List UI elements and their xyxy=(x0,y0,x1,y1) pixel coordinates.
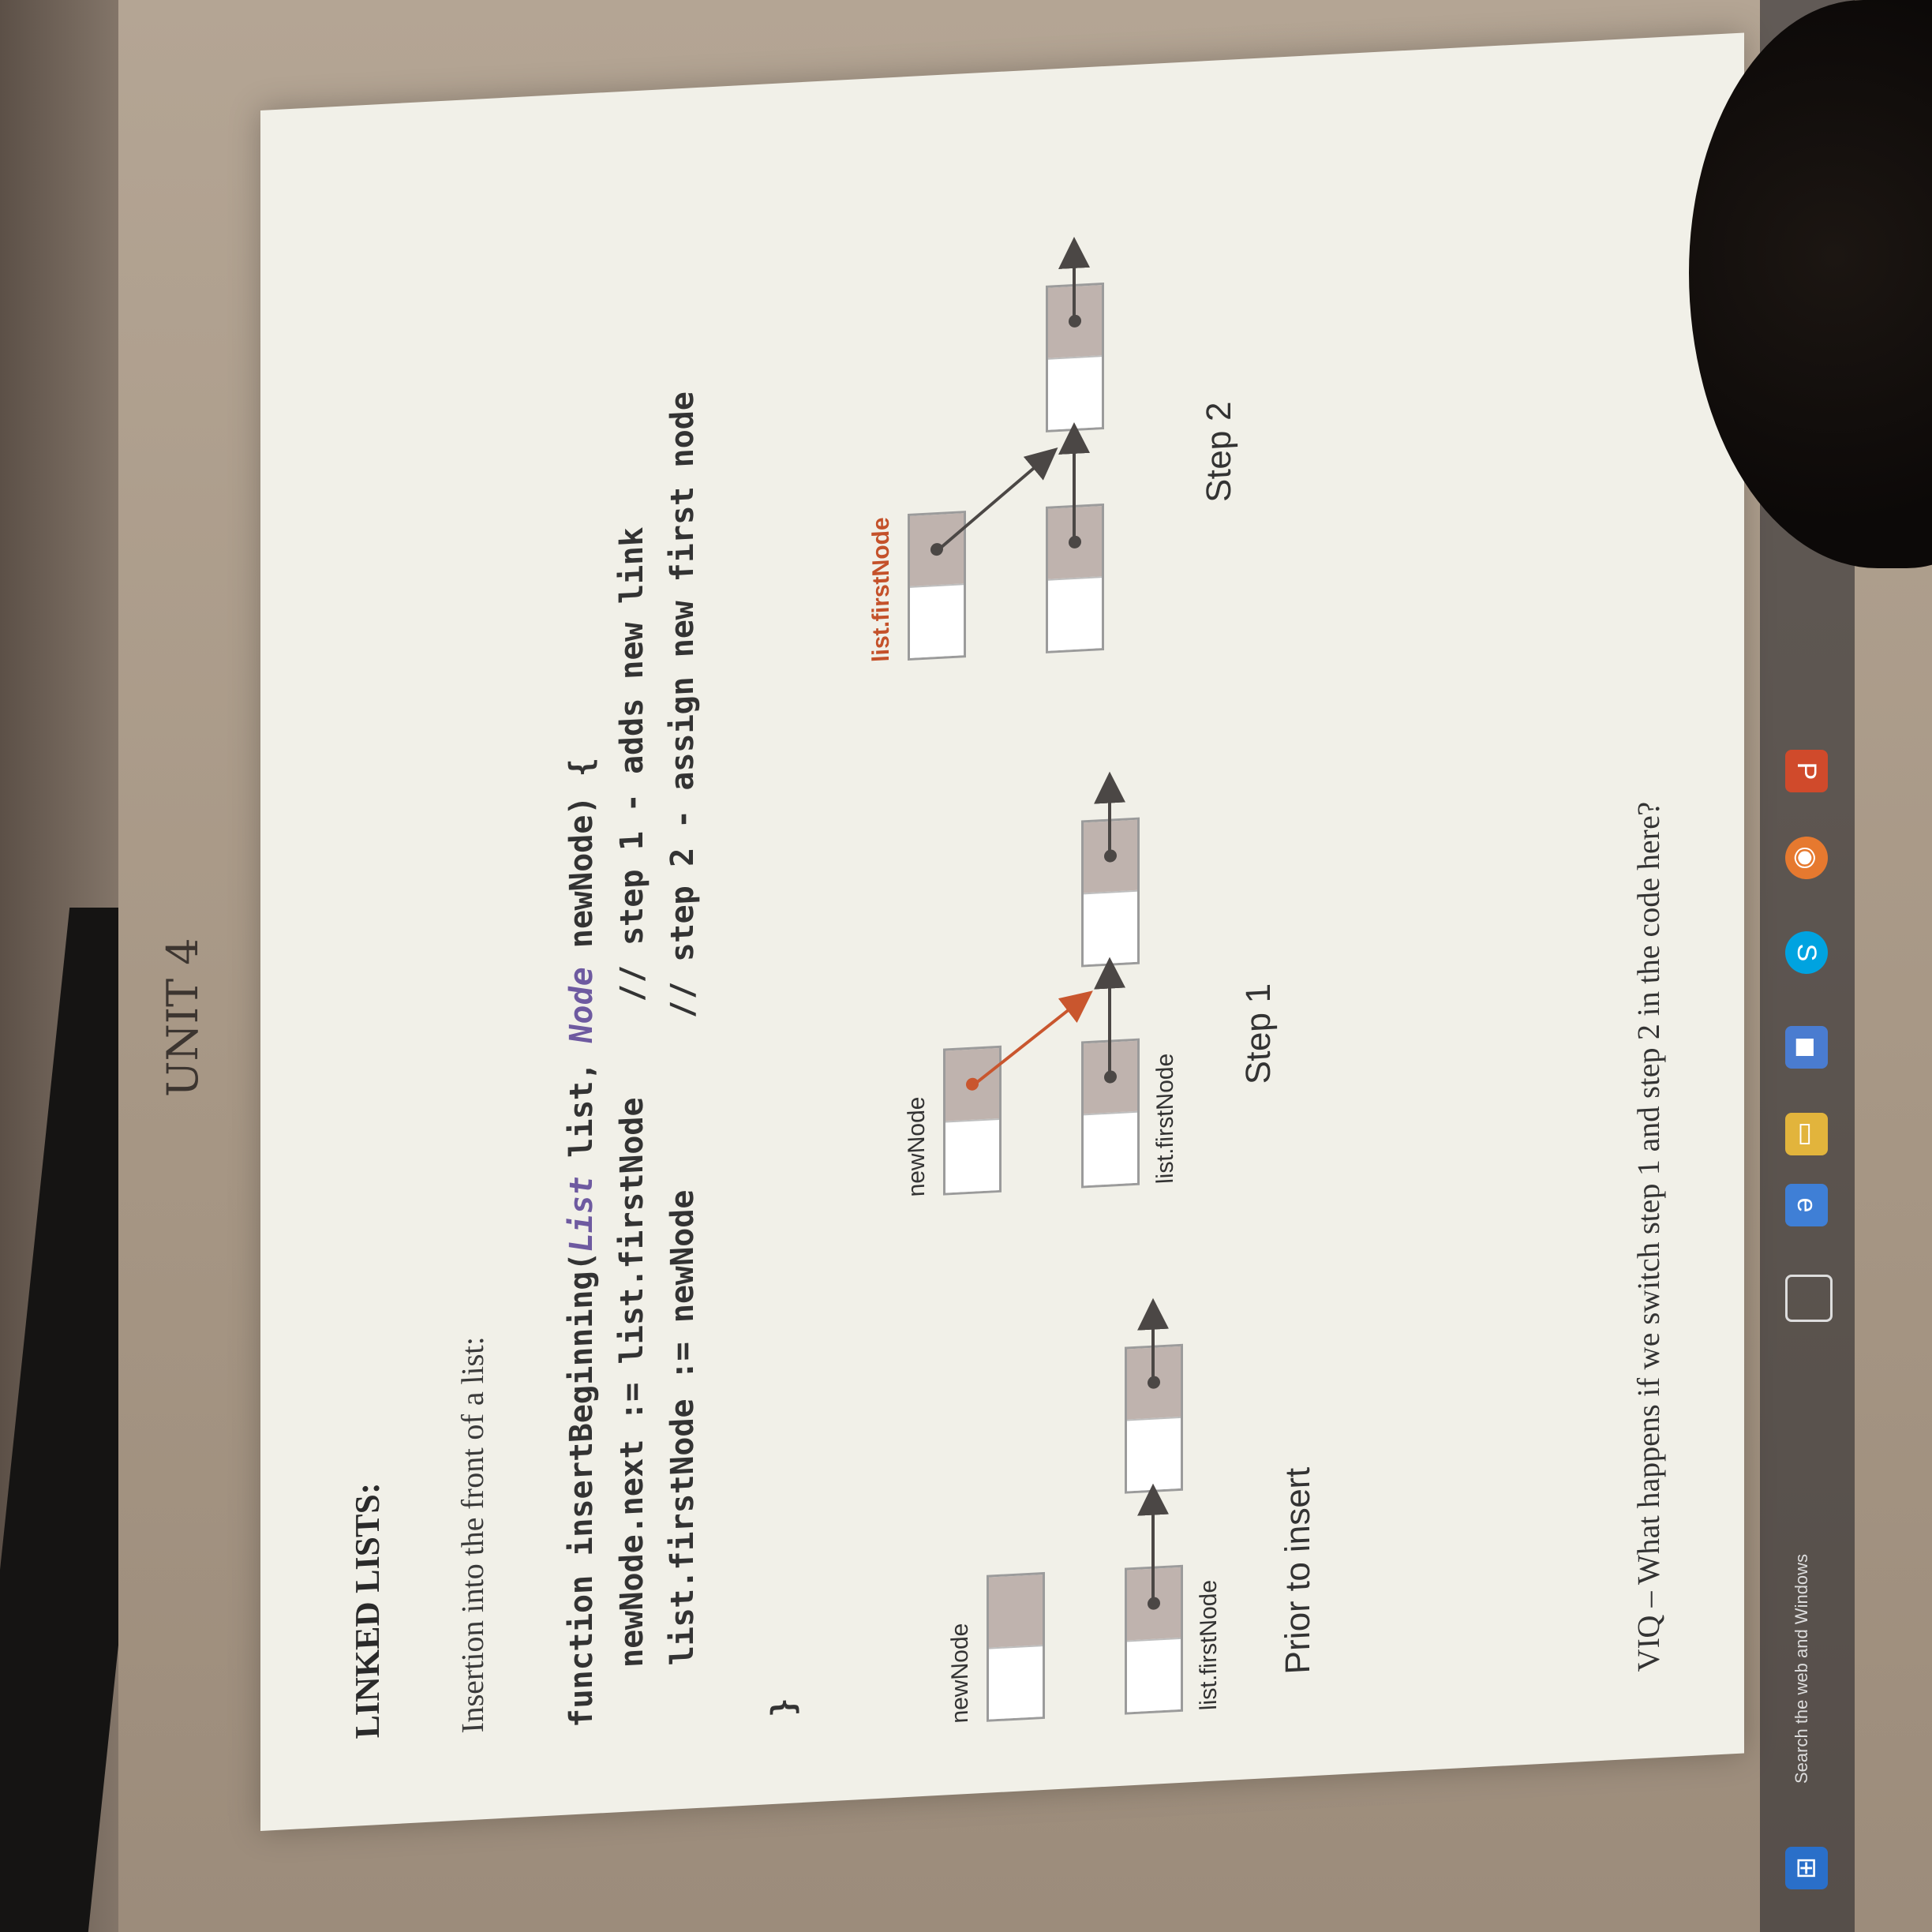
file-explorer-icon[interactable]: ▭ xyxy=(1785,1113,1828,1155)
board-handwriting: UNIT 4 xyxy=(158,938,208,1097)
task-view-icon[interactable] xyxy=(1785,1275,1833,1322)
code-line1-c: newNode) { xyxy=(564,757,600,968)
code-line4: } xyxy=(766,1696,802,1718)
code-comment-step2: // step 2 - assign new first node xyxy=(665,390,701,1020)
store-icon[interactable]: ◼ xyxy=(1785,1026,1828,1069)
powerpoint-icon[interactable]: P xyxy=(1785,750,1828,792)
prior-newnode-label: newNode xyxy=(947,1622,973,1724)
firefox-icon[interactable]: ◉ xyxy=(1785,837,1828,879)
code-line1-b: list, xyxy=(564,1042,600,1178)
step1-newnode-label: newNode xyxy=(904,1095,930,1198)
slide-subtitle: Insertion into the front of a list: xyxy=(455,1335,490,1735)
code-type-node: Node xyxy=(564,966,600,1044)
code-line1-a: function insertBeginning( xyxy=(564,1251,600,1728)
slide-content xyxy=(260,32,1744,1831)
viq-question: VIQ – What happens if we switch step 1 and step 2 in the code here? xyxy=(1631,800,1666,1673)
step1-caption: Step 1 xyxy=(1239,983,1278,1086)
step1-new-link-arrow xyxy=(972,998,1083,1086)
slide-inner xyxy=(260,32,1744,1831)
skype-icon[interactable]: S xyxy=(1785,931,1828,974)
projected-slide xyxy=(260,32,1744,1831)
code-comment-step1: // step 1 - adds new link xyxy=(614,526,650,1004)
search-placeholder: Search the web and Windows xyxy=(1792,1553,1811,1784)
step2-caption: Step 2 xyxy=(1200,400,1238,504)
step2-new-link-arrow xyxy=(936,456,1048,552)
prior-caption: Prior to insert xyxy=(1279,1466,1317,1676)
prior-firstnode-label: list.firstNode xyxy=(1196,1579,1222,1711)
windows-icon[interactable]: ⊞ xyxy=(1785,1847,1828,1889)
code-line2: newNode.next := list.firstNode xyxy=(614,1096,650,1726)
code-line3: list.firstNode := newNode xyxy=(665,1189,701,1724)
code-type-list: List xyxy=(564,1175,600,1253)
step1-firstnode-label: list.firstNode xyxy=(1152,1053,1178,1185)
edge-icon[interactable]: e xyxy=(1785,1184,1828,1226)
pointer-arrows xyxy=(260,32,1744,1831)
step2-firstnode-label: list.firstNode xyxy=(868,516,894,663)
slide-title: LINKED LISTS: xyxy=(348,1481,387,1740)
